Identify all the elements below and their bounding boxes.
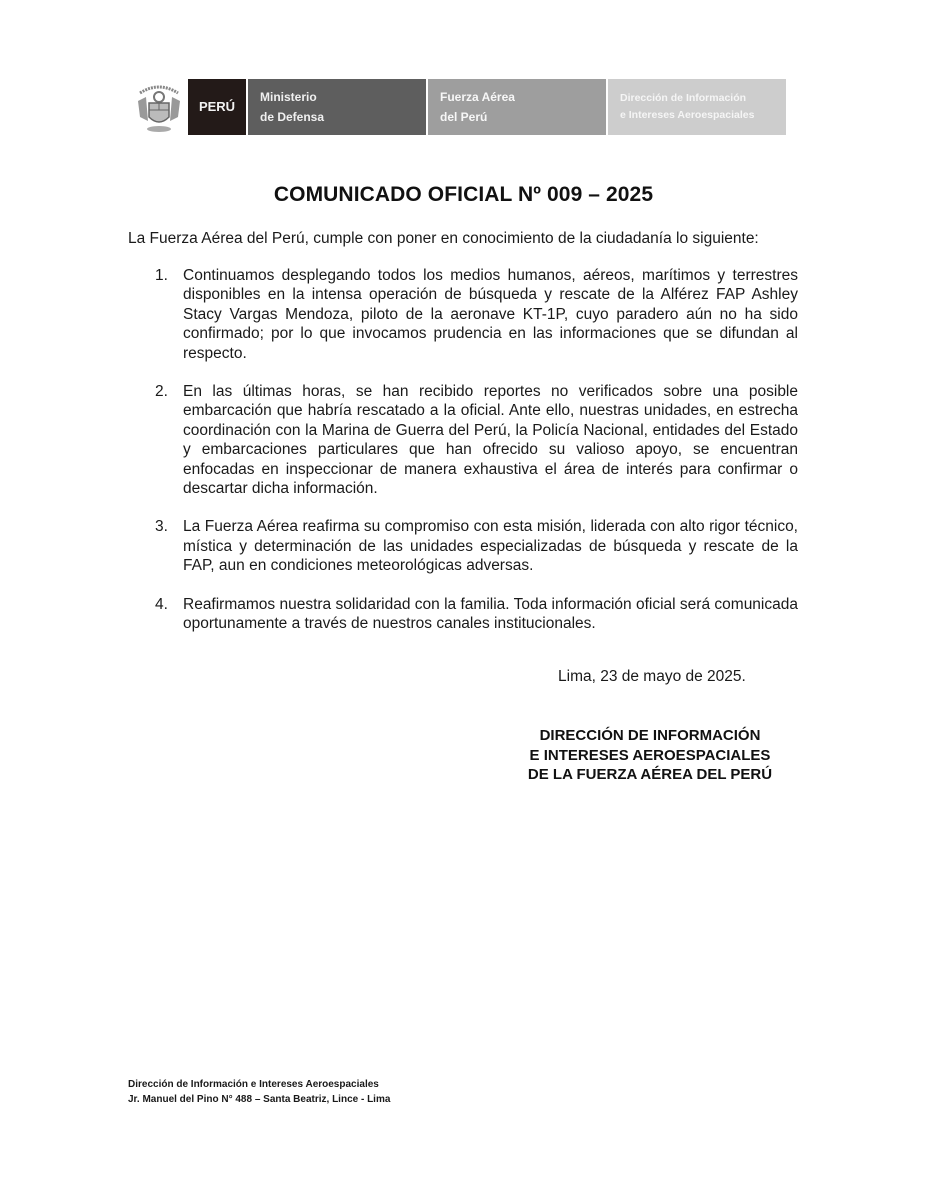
coat-of-arms-icon — [130, 79, 188, 135]
item-text: En las últimas horas, se han recibido reportes no verificados sobre una posible embarcación que habría rescatado a la oficial. Ante ello, nuestras unidades, en estrecha coordinación con la Marina de Guerra del Perú, la Policía Nacional, entidades del Estado y embarcaciones particulares que han ofrecido su valioso apoyo, se encuentran enfocadas en inspeccionar de manera exhaustiva el área de interés para confirmar o descartar dicha información. — [183, 383, 798, 498]
letterhead-banner — [130, 79, 786, 135]
item-text: Continuamos desplegando todos los medios humanos, aéreos, marítimos y terrestres disponibles en la intensa operación de búsqueda y rescate de la Alférez FAP Ashley Stacy Vargas Mendoza, piloto de la aeronave KT-1P, cuyo paradero aún no ha sido confirmado; por lo que invocamos prudencia en las informaciones que se difundan al respecto. — [183, 267, 798, 362]
direccion-block — [608, 79, 786, 135]
peru-block — [188, 79, 246, 135]
signature-block — [500, 726, 800, 785]
document-title: COMUNICADO OFICIAL Nº 009 – 2025 — [273, 183, 654, 206]
ministerio-defensa-block — [248, 79, 426, 135]
footer-line-2: Jr. Manuel del Pino N° 488 – Santa Beatriz, Lince - Lima — [128, 1094, 391, 1105]
fuerza-aerea-block — [428, 79, 606, 135]
footer-address — [128, 1077, 390, 1107]
list-item — [155, 517, 798, 575]
fap-line-2: del Perú — [440, 110, 488, 124]
item-number: 1. — [155, 267, 168, 284]
direccion-line-2: e Intereses Aeroespaciales — [620, 109, 755, 121]
ministerio-line-1: Ministerio — [260, 90, 317, 104]
date-line: Lima, 23 de mayo de 2025. — [558, 668, 746, 685]
direccion-line-1: Dirección de Información — [620, 92, 747, 104]
list-item — [155, 382, 798, 498]
fap-line-1: Fuerza Aérea — [440, 90, 515, 104]
item-number: 4. — [155, 595, 168, 613]
list-item — [155, 266, 798, 363]
numbered-list — [155, 266, 798, 653]
footer-line-1: Dirección de Información e Intereses Aeroespaciales — [128, 1079, 379, 1090]
peru-label: PERÚ — [198, 99, 236, 114]
signature-line-3: DE LA FUERZA AÉREA DEL PERÚ — [527, 766, 773, 783]
item-text: Reafirmamos nuestra solidaridad con la familia. Toda información oficial será comunicada oportunamente a través de nuestros canales institucionales. — [183, 595, 798, 633]
item-text: La Fuerza Aérea reafirma su compromiso con esta misión, liderada con alto rigor técnico, mística y determinación de las unidades especializadas de búsqueda y rescate de la FAP, aun en condiciones meteorológicas adversas. — [183, 518, 798, 575]
signature-line-1: DIRECCIÓN DE INFORMACIÓN — [539, 727, 761, 744]
item-number: 2. — [155, 383, 168, 401]
list-item — [155, 595, 798, 634]
intro-paragraph: La Fuerza Aérea del Perú, cumple con poner en conocimiento de la ciudadanía lo siguiente: — [128, 230, 759, 247]
ministerio-line-2: de Defensa — [260, 110, 325, 124]
signature-line-2: E INTERESES AEROESPACIALES — [529, 746, 771, 764]
item-number: 3. — [155, 518, 168, 536]
